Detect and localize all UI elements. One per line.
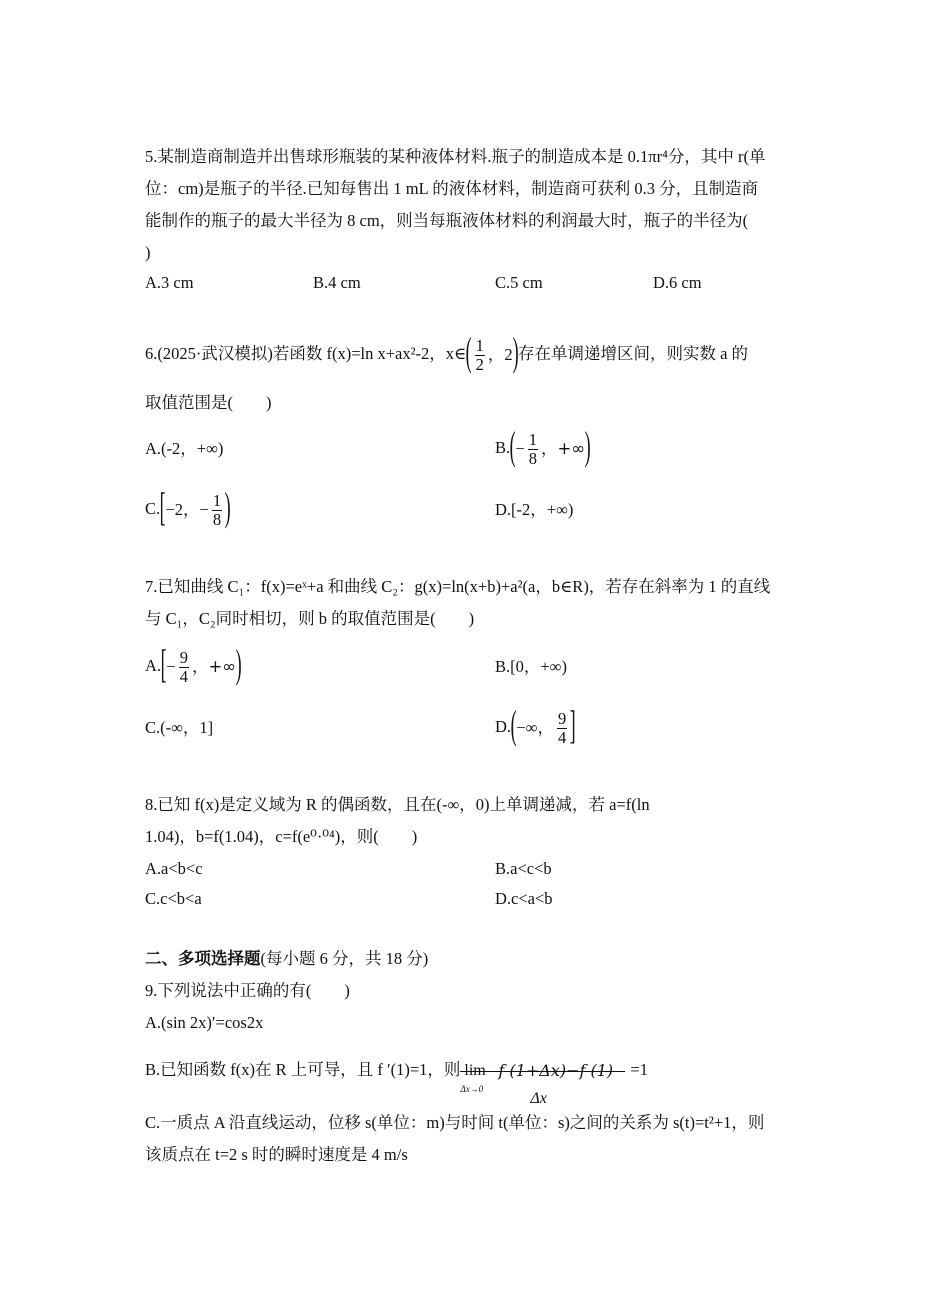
q6-comma: ， — [487, 345, 505, 365]
section-note: (每小题 6 分，共 18 分) — [260, 949, 429, 968]
q7-option-c: C.(-∞，1] — [145, 718, 214, 737]
q6-optc-fraction: $\frac{1}{8}$ — [212, 491, 222, 529]
q8-line2: 1.04)，b=f(1.04)，c=f(e⁰·⁰⁴)，则( ) — [145, 827, 418, 846]
q6-option-a: A.(-2，+∞) — [145, 439, 224, 458]
q6-option-d: D.[-2，+∞) — [495, 500, 574, 519]
q6-line2: 取值范围是( ) — [145, 393, 272, 412]
q9-option-b — [145, 1046, 648, 1108]
paren-close: ) — [512, 329, 519, 375]
q6-option-b: B.(− $\frac{1}{8}$ ，+∞) — [495, 423, 591, 469]
q9-option-a: A.(sin 2x)′=cos2x — [145, 1013, 264, 1032]
q6-stem — [145, 330, 748, 379]
q5-line1: 5.某制造商制造并出售球形瓶装的某种液体材料.瓶子的制造成本是 0.1πr⁴分，其中 r(单 — [145, 147, 766, 166]
q8-option-a: A.a<b<c — [145, 859, 203, 878]
paren-open: ( — [465, 329, 472, 375]
q7-option-b: B.[0，+∞) — [495, 657, 567, 676]
q8-option-b: B.a<c<b — [495, 859, 552, 878]
q7-opta-fraction: $\frac{9}{4}$ — [179, 648, 188, 686]
q5-line2: 位：cm)是瓶子的半径.已知每售出 1 mL 的液体材料，制造商可获利 0.3 分，且制造商 — [145, 179, 759, 198]
q7-line2: 与 C₁，C₂同时相切，则 b 的取值范围是( ) — [145, 609, 475, 628]
section-heading — [145, 948, 428, 970]
q6-fraction — [475, 337, 485, 373]
q5-line4: ) — [145, 243, 151, 262]
q8-option-d: D.c<a<b — [495, 889, 553, 908]
q6-optb-fraction: $\frac{1}{8}$ — [528, 430, 538, 468]
q7-optd-fraction: $\frac{9}{4}$ — [557, 709, 567, 747]
q5-option-d: D.6 cm — [653, 273, 702, 292]
q6-func: f(x)=ln x+ax²-2，x∈ — [326, 344, 467, 363]
fraction-bar — [460, 1071, 625, 1072]
q7-option-d: D.(−∞， $\frac{9}{4}$ ] — [495, 702, 576, 748]
section-title: 二、多项选择题 — [145, 949, 261, 968]
q5-option-b: B.4 cm — [313, 273, 361, 292]
q9-option-c-line2: 该质点在 t=2 s 时的瞬时速度是 4 m/s — [145, 1145, 408, 1164]
q7-option-a: A.[− $\frac{9}{4}$ ，+∞) — [145, 641, 242, 687]
q9-optb-text: B.已知函数 f(x)在 R 上可导，且 f ′(1)=1，则 — [145, 1060, 461, 1079]
q6-frac-num: 1 — [475, 336, 484, 356]
q5-option-c: C.5 cm — [495, 273, 543, 292]
q7-line1: 7.已知曲线 C₁：f(x)=eˣ+a 和曲线 C₂：g(x)=ln(x+b)+a²(a，b∈R)，若存在斜率为 1 的直线 — [145, 577, 771, 596]
q6-optb-label: B. — [495, 438, 511, 457]
q5-line3: 能制作的瓶子的最大半径为 8 cm，则当每瓶液体材料的利润最大时，瓶子的半径为( — [145, 211, 749, 230]
q9-option-c-line1: C.一质点 A 沿直线运动，位移 s(单位：m)与时间 t(单位：s)之间的关系为 s(t)=t²+1，则 — [145, 1113, 765, 1132]
q6-frac-den: 2 — [475, 354, 484, 374]
q5-option-a: A.3 cm — [145, 273, 194, 292]
limit-expression: lim Δx→0 f (1+Δx)−f (1) Δx — [460, 1047, 630, 1095]
q6-option-c: C.[−2，− $\frac{1}{8}$ ) — [145, 484, 231, 530]
q6-interval-right: 2 — [504, 345, 513, 365]
q8-line1: 8.已知 f(x)是定义域为 R 的偶函数，且在(-∞，0)上单调递减，若 a=f(ln — [145, 795, 650, 814]
q9-stem: 9.下列说法中正确的有( ) — [145, 981, 350, 1000]
q8-option-c: C.c<b<a — [145, 889, 202, 908]
q6-suffix: 存在单调递增区间，则实数 a 的 — [517, 344, 749, 363]
q9-optb-result: =1 — [630, 1060, 648, 1079]
q6-prefix: 6.(2025·武汉模拟)若函数 — [145, 344, 327, 363]
